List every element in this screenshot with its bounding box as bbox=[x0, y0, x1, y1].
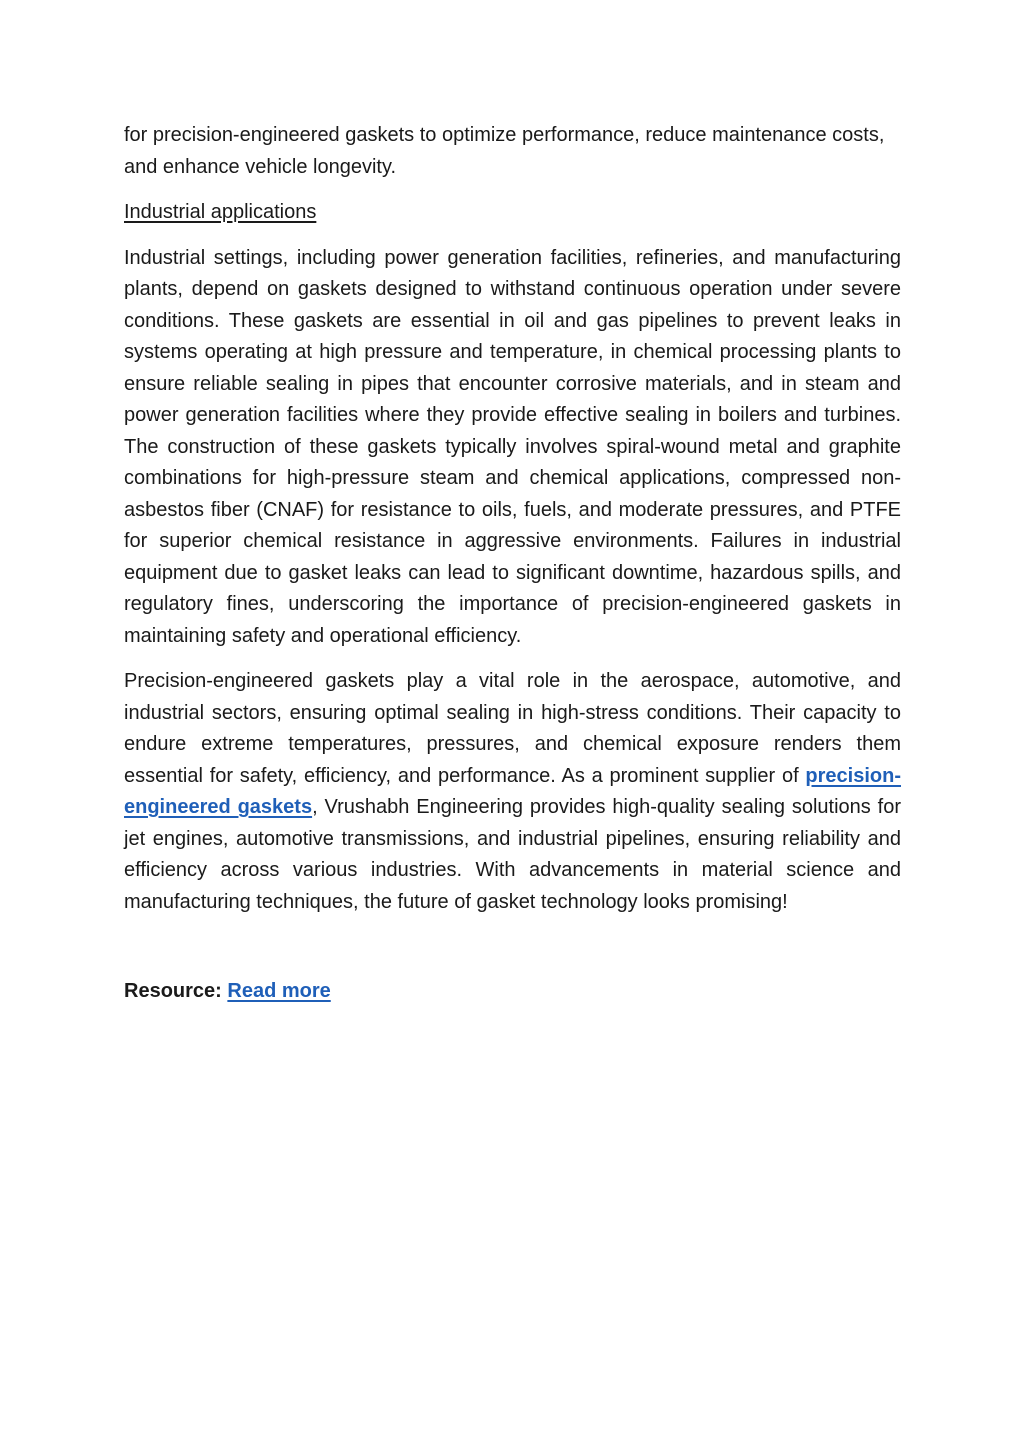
resource-label: Resource: bbox=[124, 980, 228, 1002]
read-more-link[interactable]: Read more bbox=[227, 980, 331, 1002]
industrial-applications-paragraph: Industrial settings, including power generation facilities, refineries, and manufacturing plants, depend on gaskets designed to withstand continuous operation under severe conditions. These gaskets are essential in oil and gas pipelines to prevent leaks in systems operating at high pressure and temperature, in chemical processing plants to ensure reliable sealing in pipes that encounter corrosive materials, and in steam and power generation facilities where they provide effective sealing in boilers and turbines. The construction of these gaskets typically involves spiral-wound metal and graphite combinations for high-pressure steam and chemical applications, compressed non-asbestos fiber (CNAF) for resistance to oils, fuels, and moderate pressures, and PTFE for superior chemical resistance in aggressive environments. Failures in industrial equipment due to gasket leaks can lead to significant downtime, hazardous spills, and regulatory fines, underscoring the importance of precision-engineered gaskets in maintaining safety and operational efficiency. bbox=[124, 246, 901, 647]
section-heading: Industrial applications bbox=[124, 201, 317, 223]
intro-paragraph: for precision-engineered gaskets to optimize performance, reduce maintenance costs, and enhance vehicle longevity. bbox=[124, 124, 885, 178]
precision-gaskets-link[interactable]: precision-engineered gaskets bbox=[124, 764, 901, 818]
conclusion-paragraph bbox=[124, 666, 901, 918]
resource-line bbox=[124, 976, 901, 1008]
conclusion-text-after-link: , Vrushabh Engineering provides high-quality sealing solutions for jet engines, automotive transmissions, and industrial pipelines, ensuring reliability and efficiency across various industries. With advancements in material science and manufacturing techniques, the future of gasket technology looks promising! bbox=[124, 796, 901, 913]
conclusion-text-before-link: Precision-engineered gaskets play a vital role in the aerospace, automotive, and industrial sectors, ensuring optimal sealing in high-stress conditions. Their capacity to endure extreme temperatures, pressures, and chemical exposure renders them essential for safety, efficiency, and performance. As a prominent supplier of bbox=[124, 670, 901, 787]
document-page bbox=[124, 120, 901, 1022]
